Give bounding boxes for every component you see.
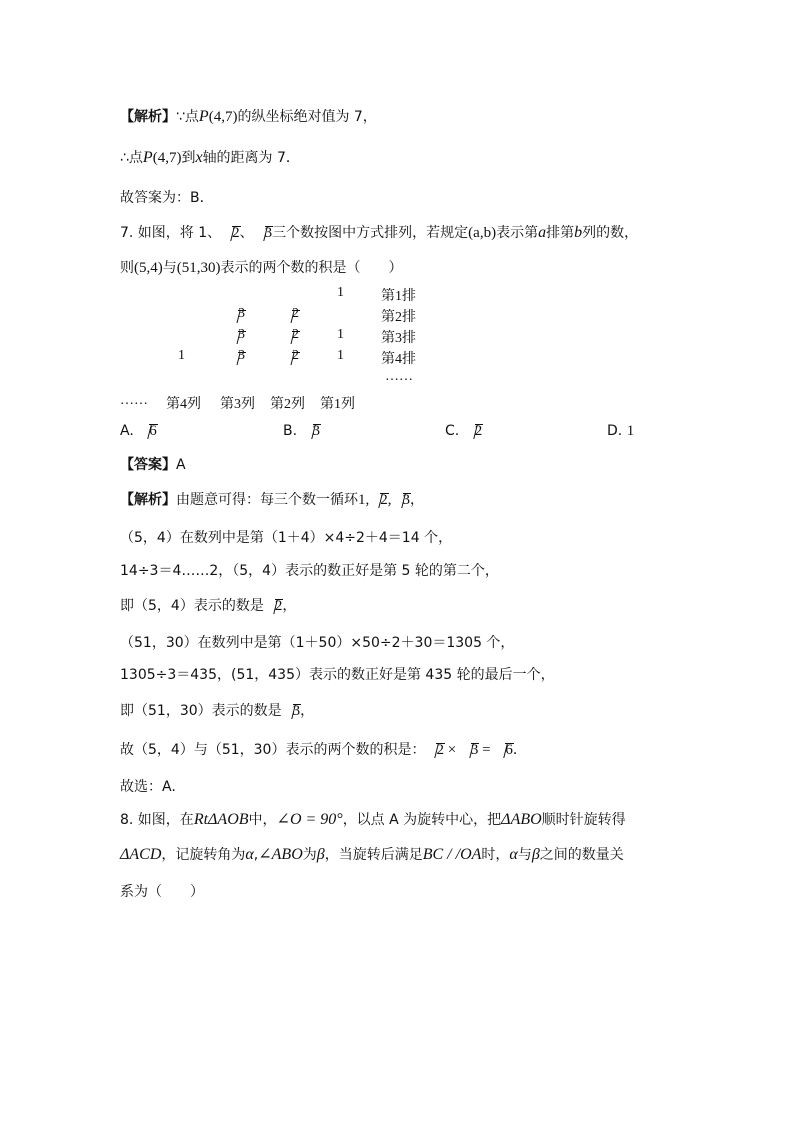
row-label: 第4排 <box>381 352 416 367</box>
option-a: A. 6 <box>120 423 157 439</box>
analysis-line: 即（5，4）表示的数是 2， <box>120 598 297 614</box>
analysis-line: 即（51，30）表示的数是 3， <box>120 703 315 719</box>
grid-cell: 3 <box>227 306 245 322</box>
column-label: 第2列 <box>270 397 305 412</box>
grid-cell: 1 <box>178 348 185 363</box>
row-label: 第1排 <box>381 289 416 304</box>
sqrt-2: 2 <box>223 223 240 243</box>
grid-cell: 2 <box>281 306 299 322</box>
analysis-line: 故（5，4）与（51，30）表示的两个数的积是： 2 × 3 = 6． <box>120 742 527 758</box>
analysis-line: （51，30）在数列中是第（1＋50）×50÷2＋30＝1305 个， <box>120 635 515 651</box>
grid-cell: 1 <box>337 285 344 300</box>
grid-cell: 1 <box>337 348 344 363</box>
grid-cell: 3 <box>227 348 245 364</box>
question-8-line-1: 8. 如图，在RtΔAOB中，∠O = 90°，以点 A 为旋转中心，把ΔABO顺时针旋转得 <box>120 811 626 828</box>
row-label: 第2排 <box>381 310 416 325</box>
analysis-line: 【解析】由题意可得：每三个数一循环1, 2, 3， <box>120 492 424 508</box>
question-7-line-2: 则(5,4)与(51,30)表示的两个数的积是（ ） <box>120 260 403 276</box>
question-7-line-1: 7. 如图，将 1、 2、 3三个数按图中方式排列，若规定(a,b)表示第a排第b列的数， <box>120 224 639 241</box>
row-label: 第3排 <box>381 331 416 346</box>
analysis-line-1: 【解析】∵点P(4,7)的纵坐标绝对值为 7， <box>120 108 377 125</box>
column-label: 第3列 <box>220 397 255 412</box>
analysis-line: （5，4）在数列中是第（1＋4）×4÷2＋4＝14 个， <box>120 530 453 546</box>
question-8-line-3: 系为（ ） <box>120 884 204 900</box>
answer-line: 故答案为：B． <box>120 190 214 206</box>
question-8-line-2: ΔACD，记旋转角为α,∠ABO为β，当旋转后满足BC / /OA时，α与β之间的数量关 <box>120 846 624 863</box>
option-d: D. 1 <box>607 423 635 439</box>
analysis-line: 故选：A. <box>120 779 176 795</box>
ellipsis: …… <box>120 393 148 408</box>
grid-cell: 2 <box>281 348 299 364</box>
answer-block: 【答案】A <box>120 457 186 473</box>
option-c: C. 2 <box>445 423 483 439</box>
ellipsis: …… <box>385 369 413 384</box>
grid-cell: 3 <box>227 327 245 343</box>
sqrt-3: 3 <box>256 223 273 243</box>
analysis-line: 1305÷3＝435，(51，435）表示的数正好是第 435 轮的最后一个， <box>120 667 555 683</box>
grid-cell: 1 <box>337 327 344 342</box>
section-head: 【解析】 <box>120 109 176 125</box>
analysis-line: 14÷3＝4……2，（5，4）表示的数正好是第 5 轮的第二个， <box>120 563 499 579</box>
analysis-line-2: ∴点P(4,7)到x轴的距离为 7． <box>120 149 300 166</box>
column-label: 第4列 <box>166 397 201 412</box>
option-b: B. 3 <box>283 423 321 439</box>
column-label: 第1列 <box>320 397 355 412</box>
grid-cell: 2 <box>281 327 299 343</box>
